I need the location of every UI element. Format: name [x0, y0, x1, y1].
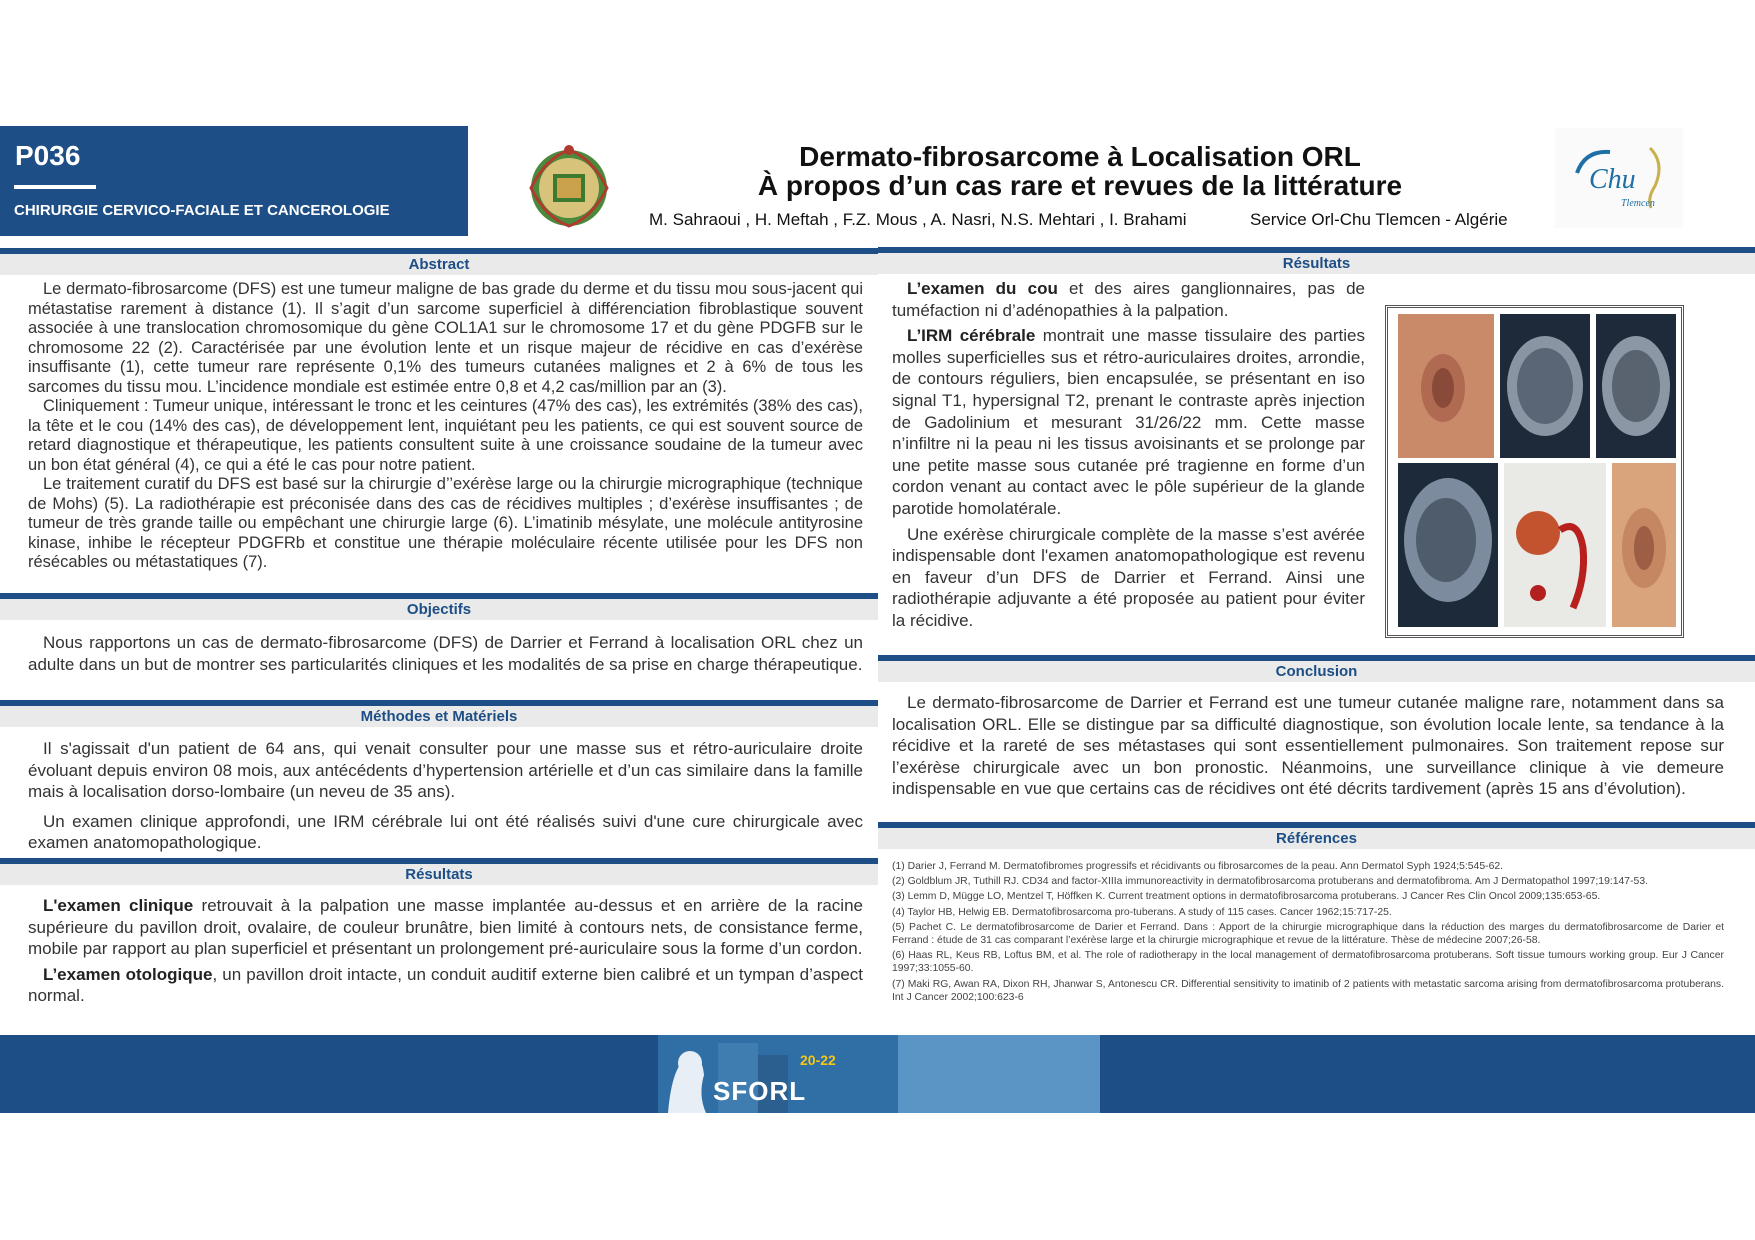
conclusion-paragraph: Le dermato-fibrosarcome de Darrier et Ferrand est une tumeur cutanée maligne rare, notamment dans sa localisation ORL. Elle se distingue par sa difficulté diagnostique, son évolution locale lente, sa tendance à la récidive et la rareté de ses métastases qui sont essentiellement pulmonaires. Son traitement repose sur l’exérèse chirurgicale avec un bon pronostic. Néanmoins, une surveillance clinique à vie demeure indispensable en vue que certains cas de récidives ont été décrits tardivement (après 15 ans d’évolution). [892, 693, 1724, 799]
abstract-body [28, 280, 863, 573]
references-list [892, 860, 1724, 1006]
resultats-paragraph [892, 278, 1365, 321]
reference-item: (4) Taylor HB, Helwig EB. Dermatofibrosarcoma pro-tuberans. A study of 115 cases. Cancer 1962;15:717-25. [892, 906, 1392, 918]
reference-item: (1) Darier J, Ferrand M. Dermatofibromes progressifs et récidivants ou fibrosarcomes de la peau. Ann Dermatol Syph 1924;5:545-62. [892, 861, 1504, 872]
bold-lead: L’examen du cou [907, 279, 1058, 298]
section-header-resultats-left: Résultats [0, 858, 878, 885]
poster-subtitle: À propos d’un cas rare et revues de la littérature [757, 170, 1403, 201]
resultats-paragraph: Une exérèse chirurgicale complète de la masse s’est avérée indispensable dont l'examen anatomopathologique est revenu en faveur d’un DFS de Darrier et Ferrand. Ainsi une radiothérapie adjuvante a été proposée au patient pour éviter la récidive. [892, 524, 1365, 630]
clinical-photos [1388, 308, 1681, 635]
resultats-paragraph [28, 895, 863, 960]
resultats-paragraph [28, 964, 863, 1007]
divider [14, 185, 96, 189]
resultats-paragraph [892, 325, 1365, 519]
section-header-methodes: Méthodes et Matériels [0, 700, 878, 727]
resultats-left-body [28, 895, 863, 1007]
bold-lead: L’examen otologique [43, 964, 213, 984]
section-header-conclusion: Conclusion [878, 655, 1755, 682]
chu-logo-mark [1555, 128, 1683, 228]
bold-lead: L’IRM cérébrale [907, 326, 1036, 346]
methodes-paragraph: Il s'agissait d'un patient de 64 ans, qui venait consulter pour une masse sus et rétro-auriculaire droite évoluant depuis environ 08 mois, aux antécédents d’hypertension artérielle et d’un cas similaire dans la famille mais à localisation dorso-lombaire (un neveu de 35 ans). [28, 739, 863, 802]
congress-date: 20-22 [800, 1052, 836, 1068]
chu-logo [1555, 128, 1683, 228]
section-header-references: Références [878, 822, 1755, 849]
poster-id: P036 [15, 140, 81, 171]
methodes-body [28, 738, 863, 854]
section-header-resultats-right: Résultats [878, 247, 1755, 274]
reference-item: (5) Pachet C. Le dermatofibrosarcome de Darier et Ferrand. Dans : Apport de la chirurgie micrographique dans la réduction des marges du dermatofibrosarcome de Darier et Ferrand : étude de 31 cas comparant l’exérèse large et la chirurgie micrographique et revue de la littérature. Thèse de médecine 2007;26-58. [892, 921, 1724, 947]
paragraph-text: et des aires ganglionnaires, pas de tuméfaction ni d’adénopathies à la palpation. [892, 279, 1365, 320]
poster-title: Dermato-fibrosarcome à Localisation ORL [799, 141, 1361, 172]
abstract-paragraph: Le dermato-fibrosarcome (DFS) est une tumeur maligne de bas grade du derme et du tissu mou sous-jacent qui métastatise rarement à distance (1). Il s’agit d’un sarcome superficiel à différenciation fibroblastique souvent associée à une translocation chromosomique du gène COL1A1 sur le chromosome 17 et du gène PDGFB sur le chromosome 22 (2). Caractérisée par une évolution lente et un risque majeur de récidive en cas d’exérèse insuffisante (1), cette tumeur rare représente 0,1% des tumeurs cutanées malignes et 2 à 6% de tous les sarcomes du tissu mou. L’incidence mondiale est estimée entre 0,8 et 4,2 cas/million par an (3). [28, 280, 863, 396]
abstract-paragraph: Le traitement curatif du DFS est basé sur la chirurgie d’’exérèse large ou la chirurgie micrographique (technique de Mohs) (5). La radiothérapie est préconisée dans des cas de récidives multiples ; d’exérèse insuffisantes ; de tumeur de très grande taille ou empêchant une chirurgie large (6). L’imatinib mésylate, une molécule antityrosine kinase, inhibe le récepteur PDGFRb et constitue une thérapie moléculaire récente utilisée pour les DFS non résécables ou métastatiques (7). [28, 475, 863, 571]
section-header-objectifs: Objectifs [0, 593, 878, 620]
clinical-image-grid [1385, 305, 1684, 638]
resultats-right-body-top [892, 278, 1365, 632]
abstract-paragraph: Cliniquement : Tumeur unique, intéressant le tronc et les ceintures (47% des cas), les extrémités (38% des cas), la tête et le cou (14% des cas), de développement lent, inquiétant peu les patients, ce qui est souvent source de retard diagnostique et thérapeutique, les patients consultent suite à une croissance soudaine de la tumeur avec un bon état général (4), ce qui a été le cas pour notre patient. [28, 397, 863, 474]
paragraph-text: , un pavillon droit intacte, un conduit auditif externe bien calibré et un tympan d’aspect normal. [28, 964, 863, 1006]
chu-logo-subtext: Tlemcen [1621, 198, 1655, 209]
section-header-abstract: Abstract [0, 248, 878, 275]
reference-item: (2) Goldblum JR, Tuthill RJ. CD34 and factor-XIIIa immunoreactivity in dermatofibrosarcoma protuberans and dermatofibroma. Am J Dermatopathol 1997;19:147-53. [892, 876, 1648, 888]
bold-lead: L'examen clinique [43, 896, 194, 915]
objectifs-paragraph: Nous rapportons un cas de dermato-fibrosarcome (DFS) de Darrier et Ferrand à localisation ORL chez un adulte dans un but de montrer ses particularités cliniques et les modalités de sa prise en charge thérapeutique. [28, 633, 863, 674]
chu-logo-text: Chu [1589, 164, 1636, 195]
reference-item: (6) Haas RL, Keus RB, Loftus BM, et al. The role of radiotherapy in the local management of dermatofibrosarcoma protuberans. Soft tissue tumours working group. Eur J Cancer 1997;33:1055-60. [892, 950, 1724, 975]
authors: M. Sahraoui , H. Meftah , F.Z. Mous , A. Nasri, N.S. Mehtari , I. Brahami [649, 210, 1187, 229]
congress-title: SFORL [713, 1076, 807, 1106]
paragraph-text: retrouvait à la palpation une masse implantée au-dessus et en arrière de la racine supérieure du pavillon droit, ovalaire, de couleur brunâtre, bien limité à contours nets, de consistance ferme, mobile par rapport au plan superficiel et présentant un prolongement pré-auriculaire sous la forme d’un cordon. [28, 896, 863, 959]
affiliation: Service Orl-Chu Tlemcen - Algérie [1250, 210, 1508, 229]
category-label: CHIRURGIE CERVICO-FACIALE ET CANCEROLOGIE [14, 202, 390, 219]
objectifs-body [28, 632, 863, 675]
reference-item: (7) Maki RG, Awan RA, Dixon RH, Jhanwar S, Antonescu CR. Differential sensitivity to imatinib of 2 patients with metastatic sarcoma arising from dermatofibrosarcoma protuberans. Int J Cancer 2002;100:623-6 [892, 978, 1724, 1003]
reference-item: (3) Lemm D, Mügge LO, Mentzel T, Höffken K. Current treatment options in dermatofibrosarcoma protuberans. J Cancer Res Clin Oncol 2009;135:653-65. [892, 891, 1601, 903]
methodes-paragraph: Un examen clinique approfondi, une IRM cérébrale lui ont été réalisés suivi d'une cure chirurgicale avec examen anatomopathologique. [28, 811, 863, 853]
conclusion-body [892, 692, 1724, 800]
paragraph-text: montrait une masse tissulaire des parties molles superficielles sus et rétro-auriculaires droites, arrondie, de contours réguliers, bien encapsulée, se présentant en iso signal T1, hypersignal T2, prenant le contraste après injection de Gadolinium et mesurant 31/26/22 mm. Cette masse n’infiltre ni la peau ni les tissus avoisinants et se prolonge par une petite masse sous cutanée pré tragienne en forme d’un cordon venant au contact avec le pôle supérieur de la glande parotide homolatérale. [892, 326, 1365, 518]
